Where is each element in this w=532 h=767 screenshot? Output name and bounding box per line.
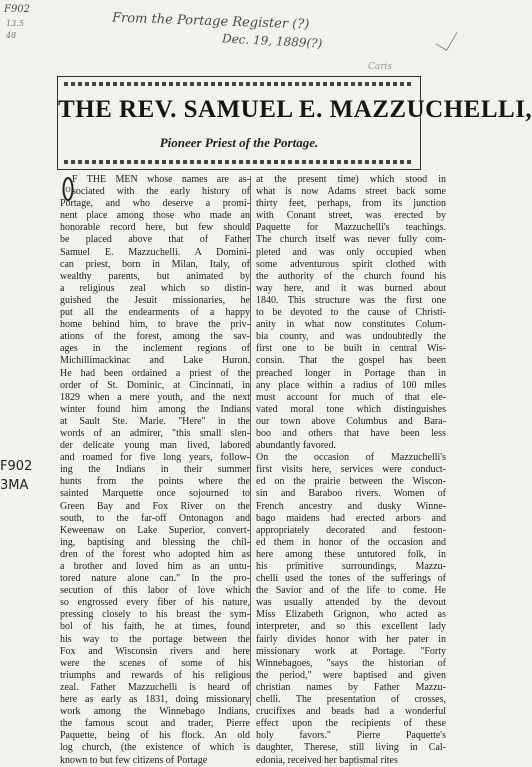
text-line: F THE MEN whose names are as- xyxy=(72,174,250,185)
text-line: nent place among those who made an xyxy=(60,210,250,222)
text-line: put all the endearments of a happy xyxy=(60,307,250,319)
text-line: thirty feet, perhaps, from its junction xyxy=(256,198,446,210)
text-line: any place within a radius of 100 miles xyxy=(256,379,446,391)
text-line: here as early as 1831, doing missionary xyxy=(60,694,250,706)
text-line: the authority of the church found his xyxy=(256,270,446,282)
drop-cap-letter: O xyxy=(65,186,71,194)
text-line: wealthy parents, but animated by xyxy=(60,270,250,282)
side-catalog-code-2: 3MA xyxy=(0,478,29,493)
text-line: He had been ordained a priest of the xyxy=(60,367,250,379)
text-line: On the occasion of Mazzuchelli's xyxy=(256,452,446,464)
text-line: ed them in honor of the occasion and xyxy=(256,536,446,548)
text-line: bol of his faith, he at times, found xyxy=(60,621,250,633)
check-mark-icon xyxy=(436,26,458,51)
text-line: ing, baptising and blessing the chil- xyxy=(60,536,250,548)
text-line: the famous scout and trader, Pierre xyxy=(60,718,250,730)
article-header xyxy=(57,76,532,170)
text-line: anity in what now constitutes Colum- xyxy=(256,319,446,331)
text-line: must account for much of that ele- xyxy=(256,391,446,403)
text-line: south, to the far-off Ontonagon and xyxy=(60,512,250,524)
text-line: chelli used the tones of the sufferings of xyxy=(256,573,446,585)
article-column-right xyxy=(256,174,446,767)
text-line: log church, (the existence of which is xyxy=(60,742,250,754)
text-line: his primitive surroundings, Mazzu- xyxy=(256,561,446,572)
text-line: bia county, and was undoubtedly the xyxy=(256,331,446,343)
text-line: so engrossed every fiber of his nature, xyxy=(60,597,250,609)
text-line: at Sault Ste. Marie. "Here" in the xyxy=(60,415,250,427)
text-line: known to but few citizens of Portage xyxy=(60,754,208,766)
text-line: effect upon the recipients of these xyxy=(256,718,446,730)
handwritten-catalog-number-2: 48 xyxy=(6,31,17,40)
text-line: be placed above that of Father xyxy=(60,234,250,246)
text-line: his way to the portage between the xyxy=(60,633,250,645)
text-line: vated moral tone which distinguishes xyxy=(256,403,446,415)
text-line: missionary work at Portage. "Forty xyxy=(256,645,446,657)
text-line: Keweenaw on Lake Superior, convert- xyxy=(60,524,250,536)
text-line: preached longer in Portage than in xyxy=(256,367,446,379)
text-line: Winnebagoes, "says the historian of xyxy=(256,657,446,669)
text-line: sociated with the early history of xyxy=(72,186,250,198)
text-line: sainted Marquette once sojourned to xyxy=(60,488,250,500)
text-line: interpreter, and so this excellent lady xyxy=(256,621,446,633)
text-line: Green Bay and Fox River on the xyxy=(60,500,250,512)
text-line: Miss Elizabeth Grignon, who acted as xyxy=(256,609,446,621)
handwritten-catalog-number: 13.5 xyxy=(6,19,24,28)
text-line: a brother and loved him as an untu- xyxy=(60,561,250,572)
text-line: zeal. Father Mazzuchelli is heard of xyxy=(60,681,250,693)
text-line: crucifixes and beads had a wonderful xyxy=(256,706,446,718)
text-line: holy favors." Pierre Paquette's xyxy=(256,730,446,742)
text-line: way here, and it was burned about xyxy=(256,282,446,294)
text-line: winter found him among the Indians xyxy=(60,403,250,415)
text-line: tored nature alone can." In the pro- xyxy=(60,573,250,585)
text-line: edonia, received her baptismal rites xyxy=(256,754,398,766)
text-line: pleted and was only occupied when xyxy=(256,246,446,258)
text-line: 1829 when a mere youth, and the next xyxy=(60,391,250,403)
text-line: home behind him, to brave the priv- xyxy=(60,319,250,331)
text-line: a religious zeal which so distin- xyxy=(60,282,250,294)
text-line: can priest, born in Milan, Italy, of xyxy=(60,258,250,270)
text-line: guished the Jesuit missionaries, he xyxy=(60,294,250,306)
text-line: was usually attended by the devout xyxy=(256,597,446,609)
column-divider xyxy=(250,176,251,706)
text-line: chelli. The presentation of crosses, xyxy=(256,694,446,706)
handwritten-date-note: Dec. 19, 1889(?) xyxy=(221,31,323,51)
text-line: daughter, Therese, still living in Cal- xyxy=(256,742,446,754)
article-column-left xyxy=(60,174,250,767)
handwritten-source-note: From the Portage Register (?) xyxy=(111,10,310,33)
text-line: here among these untutored folk, in xyxy=(256,548,446,560)
text-line: some adventurous spirit clothed with xyxy=(256,258,446,270)
text-line: ages in the inclement regions of xyxy=(60,343,250,355)
text-line: fairly divides honor with her pater in xyxy=(256,633,446,645)
text-line: boo and others that have been less xyxy=(256,427,446,439)
text-line: Paquette, being of his flock. An old xyxy=(60,730,250,742)
text-line: to be devoted to the cause of Christi- xyxy=(256,307,446,319)
text-line: French ancestry and dusky Winne- xyxy=(256,500,446,512)
text-line: triumphs and rewards of his religious xyxy=(60,669,250,681)
text-line: ing the Indians in their summer xyxy=(60,464,250,476)
text-line: Paquette for Mazzuchelli's teachings. xyxy=(256,222,446,234)
text-line: pressing closely to his breast the sym- xyxy=(60,609,250,621)
text-line: dren of the forest who adopted him as xyxy=(60,548,250,560)
text-line: secution of this labor of love which xyxy=(60,585,250,597)
text-line: consin. That the gospel has been xyxy=(256,355,446,367)
text-line: with Conant street, was erected by xyxy=(256,210,446,222)
article-subtitle: Pioneer Priest of the Portage. xyxy=(159,135,319,150)
text-line: words of an admirer, "this small slen- xyxy=(60,427,250,439)
text-line: appropriately decorated and festoon- xyxy=(256,524,446,536)
text-line: der delicate young man lived, labored xyxy=(60,440,250,452)
text-line: what is now Adams street back some xyxy=(256,186,446,198)
text-line: christian names by Father Mazzu- xyxy=(256,681,446,693)
text-line: Portage, and who deserve a promi- xyxy=(60,198,250,210)
text-line: honorable record here, but few should xyxy=(60,222,250,234)
side-catalog-code: F902 xyxy=(0,459,33,474)
text-line: the period," were baptised and given xyxy=(256,669,446,681)
text-line: abundantly favored. xyxy=(256,440,336,452)
handwritten-catalog-code: F902 xyxy=(4,4,31,15)
text-line: 1840. This structure was the first one xyxy=(256,294,446,306)
text-line: The church itself was never fully com- xyxy=(256,234,446,246)
text-line: ed on the prairie between the Wiscon- xyxy=(256,476,446,488)
text-line: work among the Winnebago Indians, xyxy=(60,706,250,718)
text-line: hunts from the points where the xyxy=(60,476,250,488)
text-line: Fox and Wisconsin rivers and here xyxy=(60,645,250,657)
text-line: bago maidens had erected arbors and xyxy=(256,512,446,524)
text-line: ations of the forest, among the sav- xyxy=(60,331,250,343)
text-line: sin and Baraboo rivers. Women of xyxy=(256,488,446,500)
text-line: Samuel E. Mazzuchelli. A Domini- xyxy=(60,246,250,258)
text-line: Michillimackinac and Lake Huron. xyxy=(60,355,250,367)
text-line: were the scenes of some of his xyxy=(60,657,250,669)
text-line: our town above Columbus and Bara- xyxy=(256,415,446,427)
article-title: THE REV. SAMUEL E. MAZZUCHELLI, xyxy=(58,96,532,123)
text-line: the Savior and of the life to come. He xyxy=(256,585,446,597)
pencil-note: Caris xyxy=(368,62,393,72)
text-line: first visits here, services were conduct- xyxy=(256,464,446,476)
text-line: at the present time) which stood in xyxy=(256,174,446,185)
text-line: order of St. Dominic, at Cincinnati, in xyxy=(60,379,250,391)
text-line: and roamed for five long years, follow- xyxy=(60,452,250,464)
text-line: first one to be built in central Wis- xyxy=(256,343,446,355)
